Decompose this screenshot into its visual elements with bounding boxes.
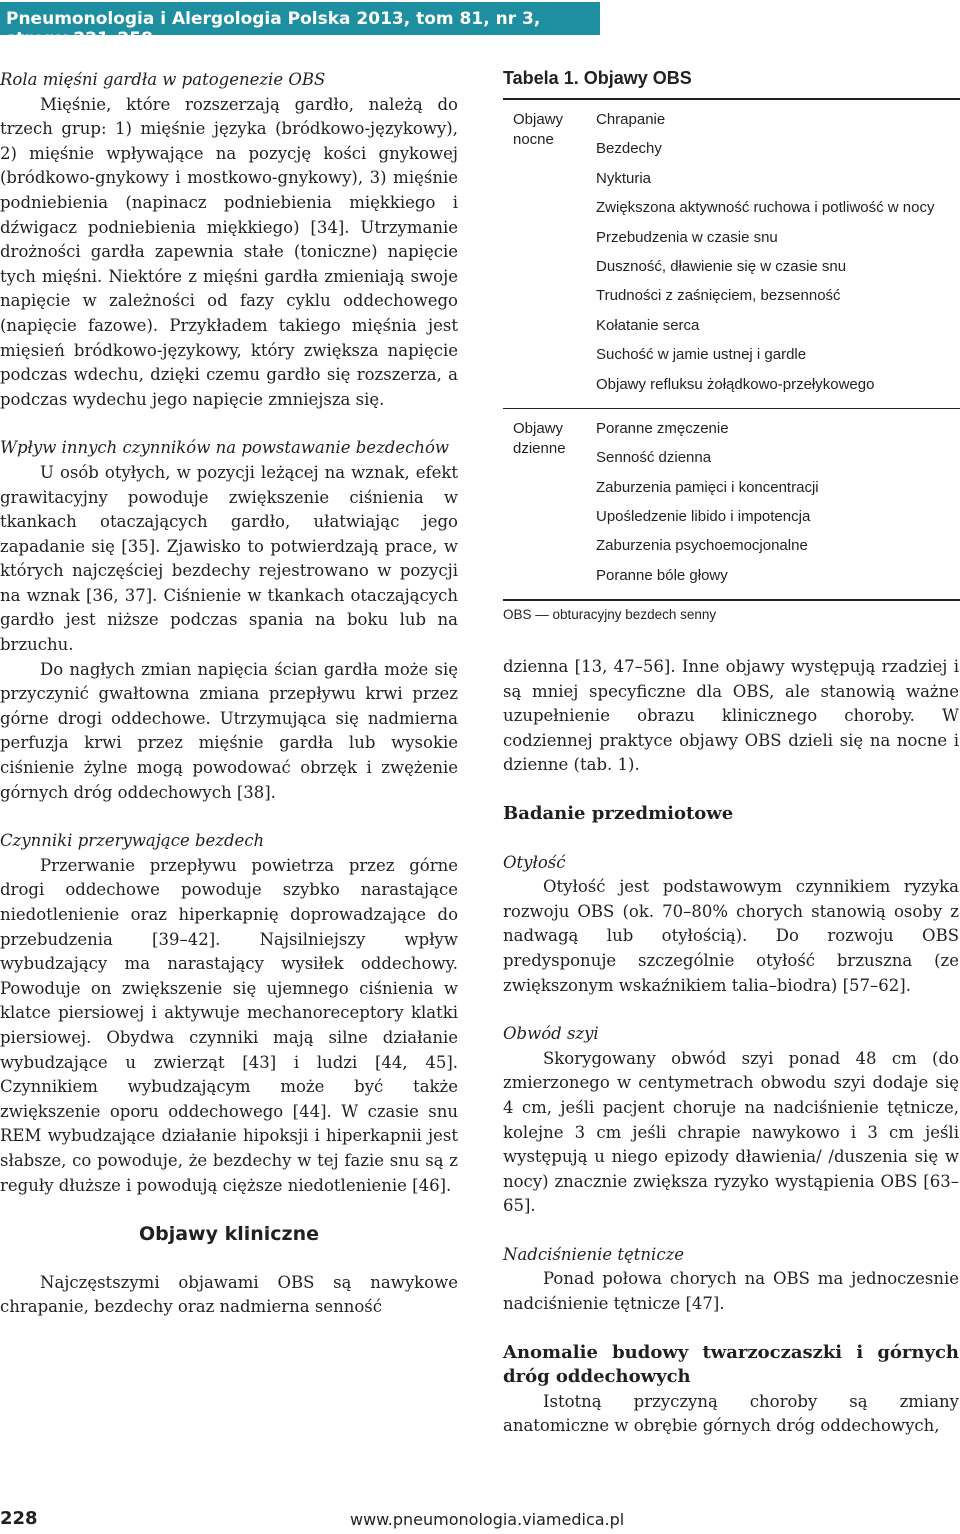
paragraph: Otyłość jest podstawowym czynnikiem ryzyka rozwoju OBS (ok. 70–80% chorych stanowią osoby z nadwagą lub otyłością). Do rozwoju OBS predysponuje szczególnie otyłość brzuszna (ze zwiększonym wskaźnikiem talia–biodra) [57–62]. [503, 877, 959, 995]
section-heading-physical-exam: Badanie przedmiotowe [503, 802, 734, 824]
table-item: Zaburzenia psychoemocjonalne [596, 537, 808, 555]
page-number: 228 [0, 1508, 38, 1529]
header-bar [0, 2, 600, 49]
table-group-day [503, 409, 960, 599]
table-title: Tabela 1. Objawy OBS [503, 68, 692, 88]
table-group-night [503, 100, 960, 408]
paragraph: Do nagłych zmian napięcia ścian gardła może się przyczynić gwałtowna zmiana przepływu krwi przez górne drogi oddechowe. Utrzymująca się nadmierna perfuzja krwi przez mięśnie gardła lub wysokie ciśnienie żylne mogą powodować obrzęk i zwężenie górnych dróg oddechowych [38]. [0, 659, 458, 802]
table-item: Przebudzenia w czasie snu [596, 228, 778, 246]
table-item: Senność dzienna [596, 449, 712, 467]
paragraph: Najczęstszymi objawami OBS są nawykowe chrapanie, bezdechy oraz nadmierna senność [0, 1272, 458, 1317]
journal-header [0, 0, 960, 49]
left-column [0, 68, 458, 1320]
table-item: Zwiększona aktywność ruchowa i potliwość w nocy [596, 199, 935, 217]
table-item: Nykturia [596, 169, 652, 187]
subheading-hypertension: Nadciśnienie tętnicze [503, 1244, 685, 1264]
symptoms-table [503, 68, 960, 622]
right-column [503, 655, 959, 1439]
subheading-pharynx-muscles: Rola mięśni gardła w patogenezie OBS [0, 70, 326, 89]
table-item: Chrapanie [596, 111, 666, 128]
table-item: Kołatanie serca [596, 316, 700, 334]
table-item: Trudności z zaśnięciem, bezsenność [596, 287, 841, 305]
paragraph: Ponad połowa chorych na OBS ma jednoczesnie nadciśnienie tętnicze [47]. [503, 1269, 959, 1314]
subheading-neck-circumference: Obwód szyi [503, 1024, 599, 1044]
section-heading-clinical-symptoms: Objawy kliniczne [138, 1223, 320, 1246]
paragraph: Istotną przyczyną choroby są zmiany anatomiczne w obrębie górnych dróg oddechowych, [503, 1391, 959, 1436]
section-heading-anomalies: Anomalie budowy twarzoczaszki i górnych dróg oddechowych [503, 1341, 959, 1388]
paragraph: dzienna [13, 47–56]. Inne objawy występują rzadziej i są mniej specyficzne dla OBS, ale stanowią ważne uzupełnienie obrazu klinicznego choroby. W codziennej praktyce objawy OBS dzieli się na nocne i dzienne (tab. 1). [503, 657, 959, 775]
paragraph: Skorygowany obwód szyi ponad 48 cm (do zmierzonego w centymetrach obwodu szyi dodaje się 4 cm, jeśli pacjent choruje na nadciśnienie tętnicze, kolejne 3 cm jeśli chrapie nawykowo i 3 cm jeśli występują u niego epizody dławienia/ /duszenia się w nocy) znacznie zwiększa ryzyko wystąpienia OBS [63–65]. [503, 1048, 959, 1216]
table-item: Poranne bóle głowy [596, 566, 728, 584]
table-item: Upośledzenie libido i impotencja [596, 508, 811, 526]
subheading-apnea-interruption: Czynniki przerywające bezdech [0, 831, 265, 851]
paragraph: Mięśnie, które rozszerzają gardło, należą do trzech grup: 1) mięśnie języka (bródkowo-językowy), 2) mięśnie wpływające na pozycję kości gnykowej (bródkowo-gnykowy i mostkowo-gnykowy), 3) mięśnie podniebienia (napinacz podniebienia miękkiego i dźwigacz podniebienia miękkiego) [34]. Utrzymanie drożności gardła zapewnia stałe (toniczne) napięcie tych mięśni. Niektóre z mięśni gardła zmieniają swoje napięcie w zależności od fazy cyklu oddechowego (napięcie fazowe). Przykładem takiego mięśnia jest mięsień bródkowo-językowy, który zwiększa napięcie podczas wdechu, dzięki czemu gardło się rozszerza, a podczas wydechu jego napięcie zmniejsza się. [0, 94, 458, 409]
footer-url[interactable]: www.pneumonologia.viamedica.pl [350, 1510, 625, 1529]
table-item: Zaburzenia pamięci i koncentracji [596, 478, 819, 496]
table-category: Objawy dzienne [513, 419, 566, 457]
table-footnote: OBS — obturacyjny bezdech senny [503, 607, 717, 623]
paragraph: Przerwanie przepływu powietrza przez górne drogi oddechowe powoduje szybko narastające niedotlenienie oraz hiperkapnię doprowadzające do przebudzenia [39–42]. Najsilniejszy wpływ wybudzający ma narastający wysiłek oddechowy. Powoduje on zwiększenie się ujemnego ciśnienia w klatce piersiowej i aktywuje mechanoreceptory klatki piersiowej. Obydwa czynniki mają silne działanie wybudzające u zwierząt [43] i ludzi [44, 45]. Czynnikiem wybudzającym może być także zwiększenie oporu oddechowego [44]. W czasie snu REM wybudzające działanie hipoksji i hiperkapnii jest słabsze, co powoduje, że bezdechy w tej fazie snu są z reguły dłuższe i powodują cięższe niedotlenienie [46]. [0, 855, 458, 1195]
table-item: Bezdechy [596, 140, 662, 158]
paragraph: U osób otyłych, w pozycji leżącej na wznak, efekt grawitacyjny powoduje zwiększenie ciśnienia w tkankach otaczających gardło, ułatwiając jego zapadanie się [35]. Zjawisko to potwierdzają prace, w których najczęściej bezdechy rejestrowano w pozycji na wznak [36, 37]. Ciśnienie w tkankach otaczających gardło jest niższe podczas spania na boku lub na brzuchu. [0, 462, 458, 655]
table-item: Duszność, dławienie się w czasie snu [596, 257, 847, 275]
journal-citation: Pneumonologia i Alergologia Polska 2013, tom 81, nr 3, strony 221–258 [6, 9, 541, 49]
table-item: Poranne zmęczenie [596, 419, 729, 437]
table-category: Objawy nocne [513, 111, 564, 148]
subheading-other-factors: Wpływ innych czynników na powstawanie bezdechów [0, 438, 450, 458]
table-item: Objawy refluksu żołądkowo-przełykowego [596, 375, 875, 393]
subheading-obesity: Otyłość [503, 852, 566, 872]
table-item: Suchość w jamie ustnej i gardle [596, 346, 807, 364]
